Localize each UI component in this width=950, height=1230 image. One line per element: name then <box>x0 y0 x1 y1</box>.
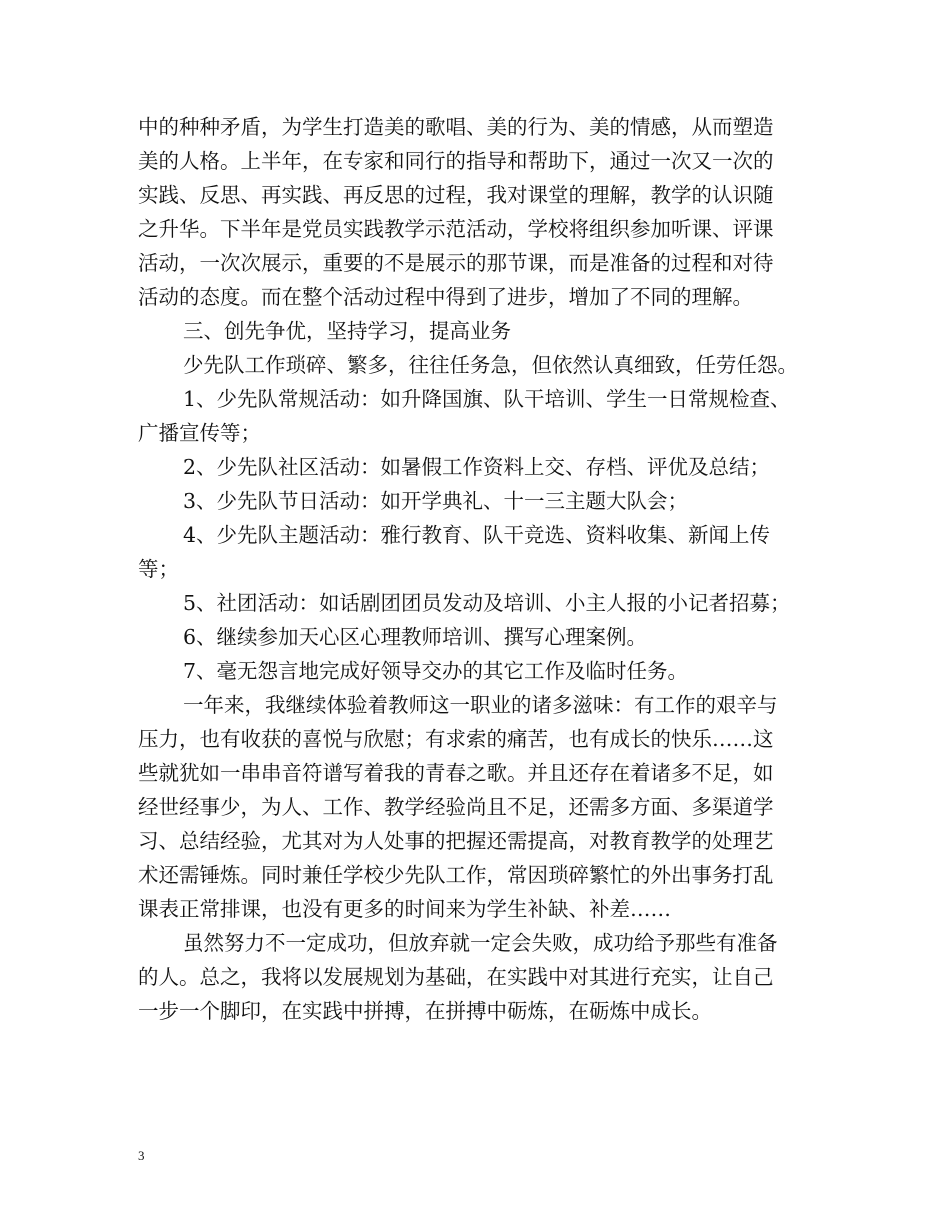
list-item: 3、少先队节日活动：如开学典礼、十一三主题大队会； <box>183 489 689 513</box>
list-item: 4、少先队主题活动：雅行教育、队干竞选、资料收集、新闻上传 <box>183 523 771 547</box>
text-line: 一年来，我继续体验着教师这一职业的诸多滋味：有工作的艰辛与 <box>183 693 778 717</box>
text-line: 课表正常排课，也没有更多的时间来为学生补缺、补差…… <box>138 897 671 921</box>
text-line: 等； <box>138 557 179 581</box>
list-item: 5、社团活动：如话剧团团员发动及培训、小主人报的小记者招募； <box>183 591 791 615</box>
body-text <box>138 110 828 1028</box>
text-line: 一步一个脚印，在实践中拼搏，在拼搏中砺炼，在砺炼中成长。 <box>138 999 712 1023</box>
list-item: 2、少先队社区活动：如暑假工作资料上交、存档、评优及总结； <box>183 455 771 479</box>
text-line: 习、总结经验，尤其对为人处事的把握还需提高，对教育教学的处理艺 <box>138 829 774 853</box>
text-line: 活动，一次次展示，重要的不是展示的那节课，而是准备的过程和对待 <box>138 251 774 275</box>
text-line: 美的人格。上半年，在专家和同行的指导和帮助下，通过一次又一次的 <box>138 149 774 173</box>
text-line: 实践、反思、再实践、再反思的过程，我对课堂的理解，教学的认识随 <box>138 183 774 207</box>
list-item: 1、少先队常规活动：如升降国旗、队干培训、学生一日常规检查、 <box>183 387 791 411</box>
text-line: 的人。总之，我将以发展规划为基础，在实践中对其进行充实，让自己 <box>138 965 774 989</box>
text-line: 中的种种矛盾，为学生打造美的歌唱、美的行为、美的情感，从而塑造 <box>138 115 774 139</box>
page-number: 3 <box>138 1148 145 1163</box>
text-line: 术还需锤炼。同时兼任学校少先队工作，常因琐碎繁忙的外出事务打乱 <box>138 863 774 887</box>
text-line: 广播宣传等； <box>138 421 261 445</box>
list-item: 6、继续参加天心区心理教师培训、撰写心理案例。 <box>183 625 648 649</box>
list-item: 7、毫无怨言地完成好领导交办的其它工作及临时任务。 <box>183 659 689 683</box>
text-line: 经世经事少，为人、工作、教学经验尚且不足，还需多方面、多渠道学 <box>138 795 774 819</box>
text-line: 些就犹如一串串音符谱写着我的青春之歌。并且还存在着诸多不足，如 <box>138 761 774 785</box>
section-heading: 三、创先争优，坚持学习，提高业务 <box>183 319 511 343</box>
text-line: 少先队工作琐碎、繁多，往往任务急，但依然认真细致，任劳任怨。 <box>183 353 798 377</box>
text-line: 活动的态度。而在整个活动过程中得到了进步，增加了不同的理解。 <box>138 285 753 309</box>
text-line: 压力，也有收获的喜悦与欣慰；有求索的痛苦，也有成长的快乐……这 <box>138 727 774 751</box>
text-line: 之升华。下半年是党员实践教学示范活动，学校将组织参加听课、评课 <box>138 217 774 241</box>
text-line: 虽然努力不一定成功，但放弃就一定会失败，成功给予那些有准备 <box>183 931 778 955</box>
